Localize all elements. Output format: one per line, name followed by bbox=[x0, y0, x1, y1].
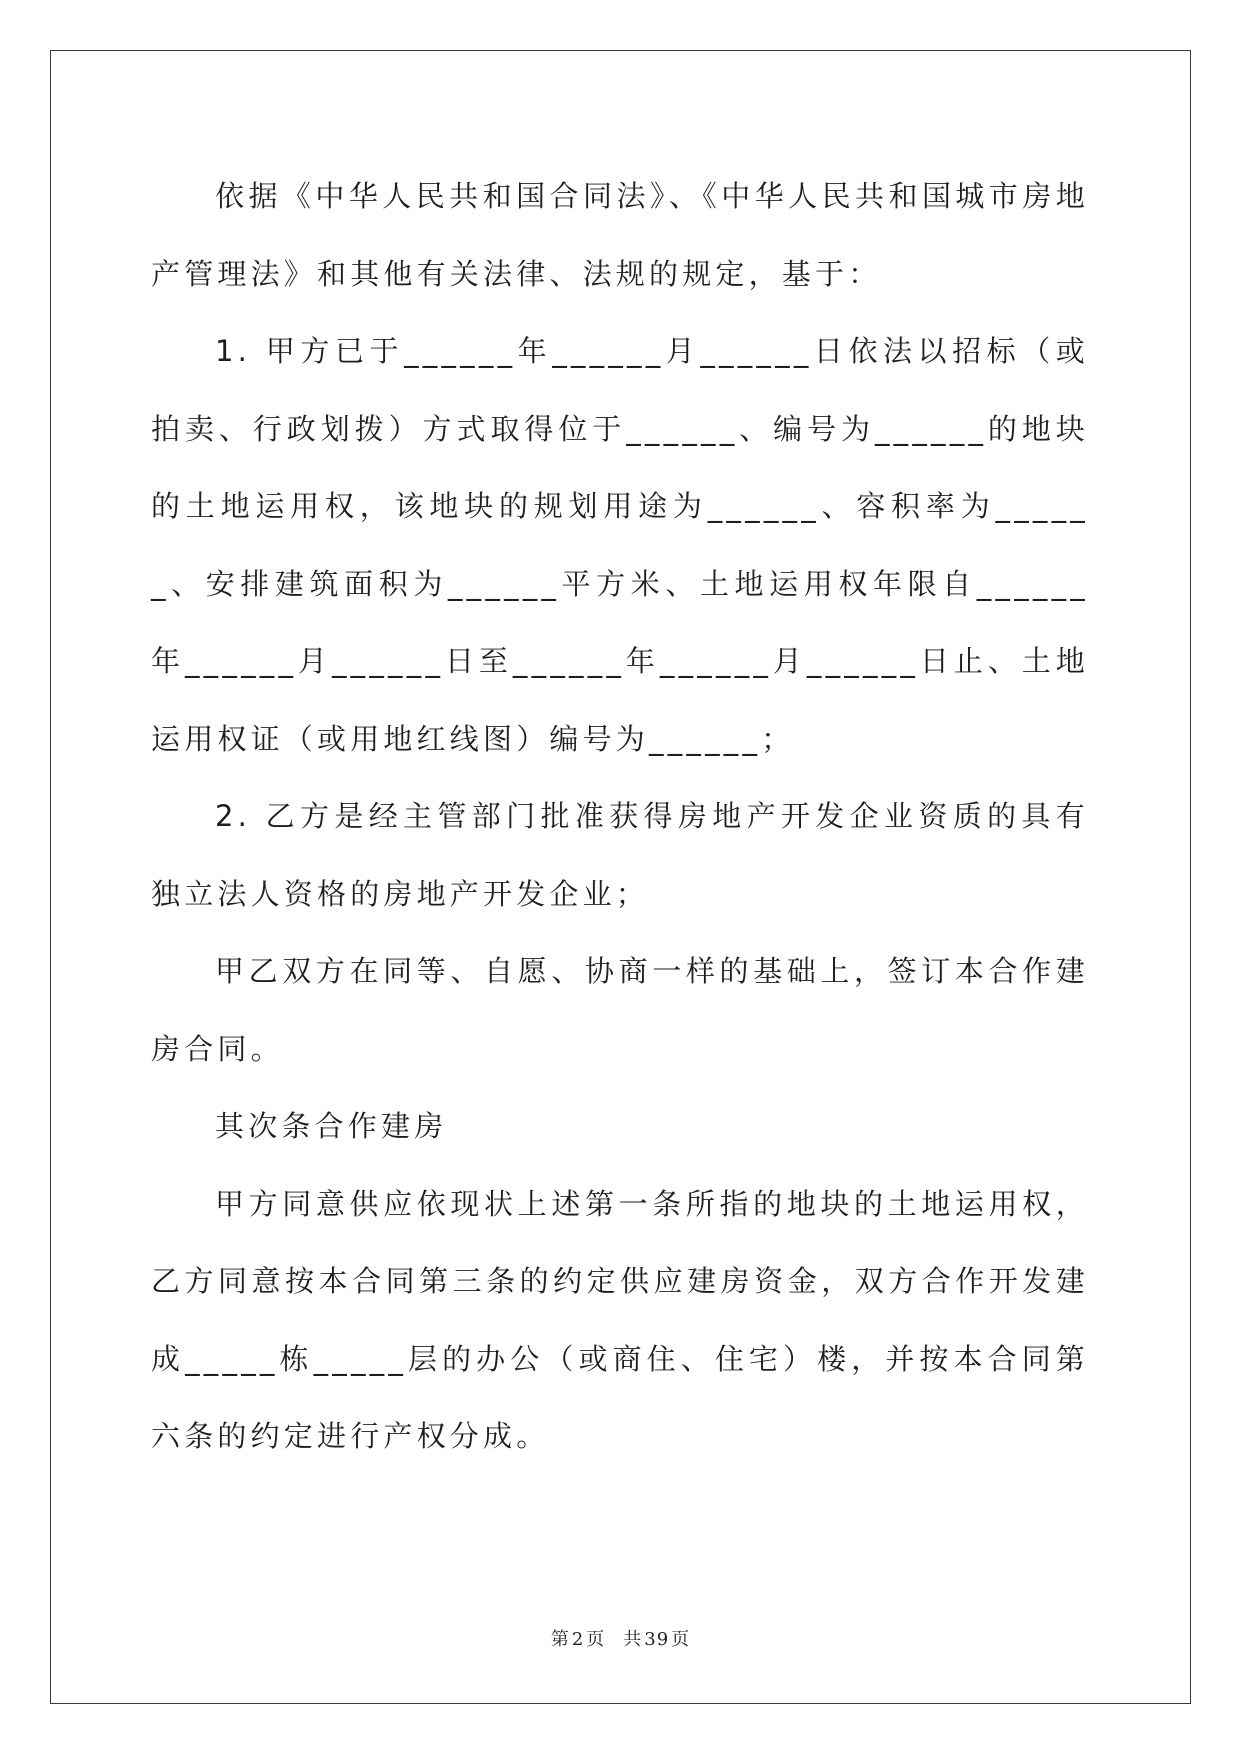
total-suffix: 页 bbox=[671, 1629, 691, 1650]
section-heading: 其次条合作建房 bbox=[215, 1109, 448, 1143]
paragraph-clause-2: 2. 乙方是经主管部门批准获得房地产开发企业资质的具有独立法人资格的房地产开发企业； bbox=[151, 799, 1089, 911]
total-pages-number: 39 bbox=[644, 1629, 670, 1650]
paragraph-agreement: 甲乙双方在同等、自愿、协商一样的基础上，签订本合作建房合同。 bbox=[151, 954, 1089, 1066]
paragraph-legal-basis: 依据《中华人民共和国合同法》、《中华人民共和国城市房地产管理法》和其他有关法律、法规的规定，基于： bbox=[151, 179, 1089, 291]
page-suffix: 页 bbox=[586, 1629, 606, 1650]
page-footer bbox=[0, 1628, 1241, 1652]
paragraph-cooperation: 甲方同意供应依现状上述第一条所指的地块的土地运用权，乙方同意按本合同第三条的约定供应建房资金，双方合作开发建成_____栋_____层的办公（或商住、住宅）楼，并按本合同第六条的约定进行产权分成。 bbox=[151, 1186, 1089, 1453]
page-prefix: 第 bbox=[550, 1629, 570, 1650]
document-body bbox=[151, 158, 1089, 1476]
current-page-number: 2 bbox=[571, 1629, 585, 1650]
total-prefix: 共 bbox=[623, 1629, 643, 1650]
paragraph-clause-1: 1. 甲方已于______年______月______日依法以招标（或拍卖、行政划拨）方式取得位于______、编号为______的地块的土地运用权，该地块的规划用途为______、容积率为______、安排建筑面积为______平方米、土地运用权年限自______年______月______日至______年______月______日止、土地运用权证（或用地红线图）编号为______； bbox=[151, 334, 1089, 756]
